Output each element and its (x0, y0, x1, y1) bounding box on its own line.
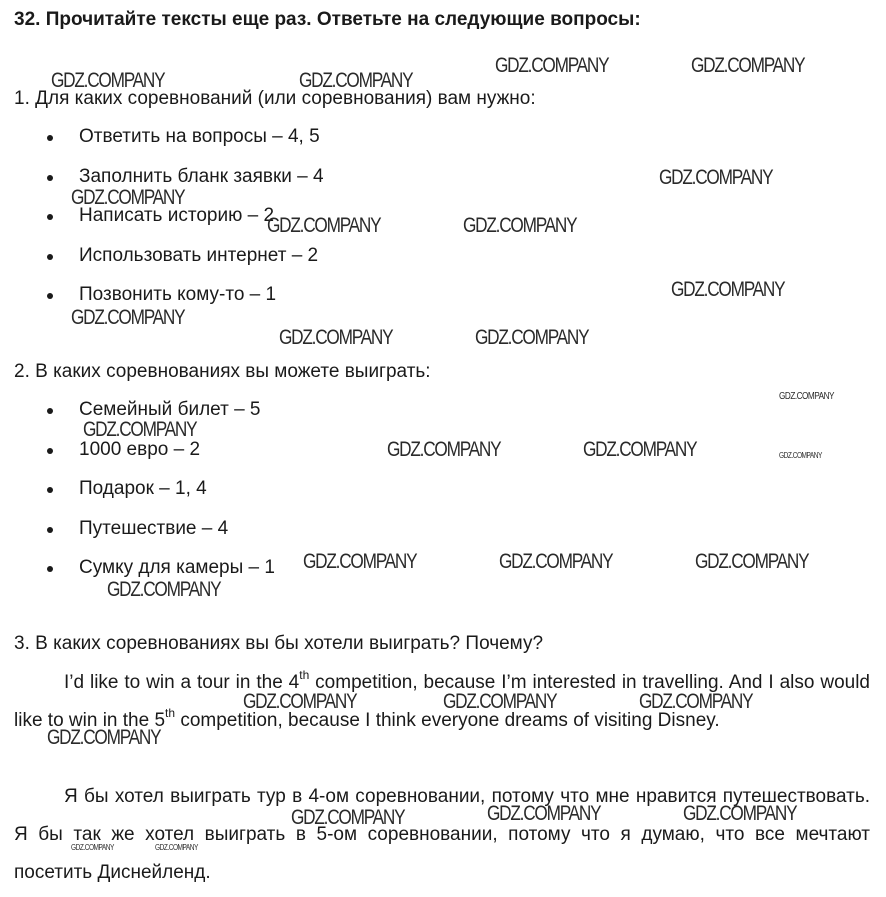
watermark: GDZ.COMPANY (303, 550, 417, 573)
list-item: Использовать интернет – 2 (0, 245, 324, 285)
watermark: GDZ.COMPANY (659, 166, 773, 189)
watermark: GDZ.COMPANY (279, 326, 393, 349)
watermark: GDZ.COMPANY (83, 418, 197, 441)
list-item: Семейный билет – 5 (0, 399, 275, 439)
watermark: GDZ.COMPANY (243, 690, 357, 713)
bullet-icon (47, 254, 53, 260)
list-item: Написать историю – 2 (0, 205, 324, 245)
question-3: 3. В каких соревнованиях вы бы хотели выиграть? Почему? (14, 633, 544, 654)
question-1-list (0, 126, 324, 324)
list-item: Позвонить кому-то – 1 (0, 284, 324, 324)
question-2-list (0, 399, 275, 597)
watermark: GDZ.COMPANY (71, 843, 114, 852)
watermark: GDZ.COMPANY (779, 391, 835, 402)
watermark: GDZ.COMPANY (51, 69, 165, 92)
watermark: GDZ.COMPANY (291, 806, 405, 829)
answer-english: I’d like to win a tour in the 4th competition, because I’m interested in travelling. And I also would like to win in the 5th competition, because I think everyone dreams of visiting Disney. (14, 668, 870, 731)
watermark: GDZ.COMPANY (299, 69, 413, 92)
list-item: Заполнить бланк заявки – 4 (0, 166, 324, 206)
watermark: GDZ.COMPANY (671, 278, 785, 301)
list-item: Ответить на вопросы – 4, 5 (0, 126, 324, 166)
watermark: GDZ.COMPANY (443, 690, 557, 713)
watermark: GDZ.COMPANY (71, 306, 185, 329)
watermark: GDZ.COMPANY (583, 438, 697, 461)
question-1: 1. Для каких соревнований (или соревнования) вам нужно: (14, 88, 536, 109)
bullet-icon (47, 408, 53, 414)
bullet-icon (47, 487, 53, 493)
question-2: 2. В каких соревнованиях вы можете выиграть: (14, 361, 431, 382)
exercise-title: 32. Прочитайте тексты еще раз. Ответьте на следующие вопросы: (14, 9, 641, 30)
watermark: GDZ.COMPANY (463, 214, 577, 237)
watermark: GDZ.COMPANY (695, 550, 809, 573)
watermark: GDZ.COMPANY (155, 843, 198, 852)
watermark: GDZ.COMPANY (691, 54, 805, 77)
list-item: Подарок – 1, 4 (0, 478, 275, 518)
watermark: GDZ.COMPANY (487, 802, 601, 825)
bullet-icon (47, 448, 53, 454)
watermark: GDZ.COMPANY (107, 578, 221, 601)
list-item: Сумку для камеры – 1 (0, 557, 275, 597)
bullet-icon (47, 293, 53, 299)
watermark: GDZ.COMPANY (475, 326, 589, 349)
bullet-icon (47, 527, 53, 533)
watermark: GDZ.COMPANY (639, 690, 753, 713)
watermark: GDZ.COMPANY (779, 451, 822, 460)
list-item: Путешествие – 4 (0, 518, 275, 558)
bullet-icon (47, 175, 53, 181)
answer-russian: Я бы хотел выиграть тур в 4-ом соревновании, потому что мне нравится путешествовать. Я бы так же хотел выиграть в 5-ом соревновании, потому что я думаю, что все мечтают посетить Диснейленд. (14, 786, 870, 883)
watermark: GDZ.COMPANY (499, 550, 613, 573)
watermark: GDZ.COMPANY (71, 186, 185, 209)
bullet-icon (47, 566, 53, 572)
watermark: GDZ.COMPANY (47, 726, 161, 749)
bullet-icon (47, 214, 53, 220)
bullet-icon (47, 135, 53, 141)
watermark: GDZ.COMPANY (387, 438, 501, 461)
watermark: GDZ.COMPANY (683, 802, 797, 825)
watermark: GDZ.COMPANY (267, 214, 381, 237)
list-item: 1000 евро – 2 (0, 439, 275, 479)
watermark: GDZ.COMPANY (495, 54, 609, 77)
